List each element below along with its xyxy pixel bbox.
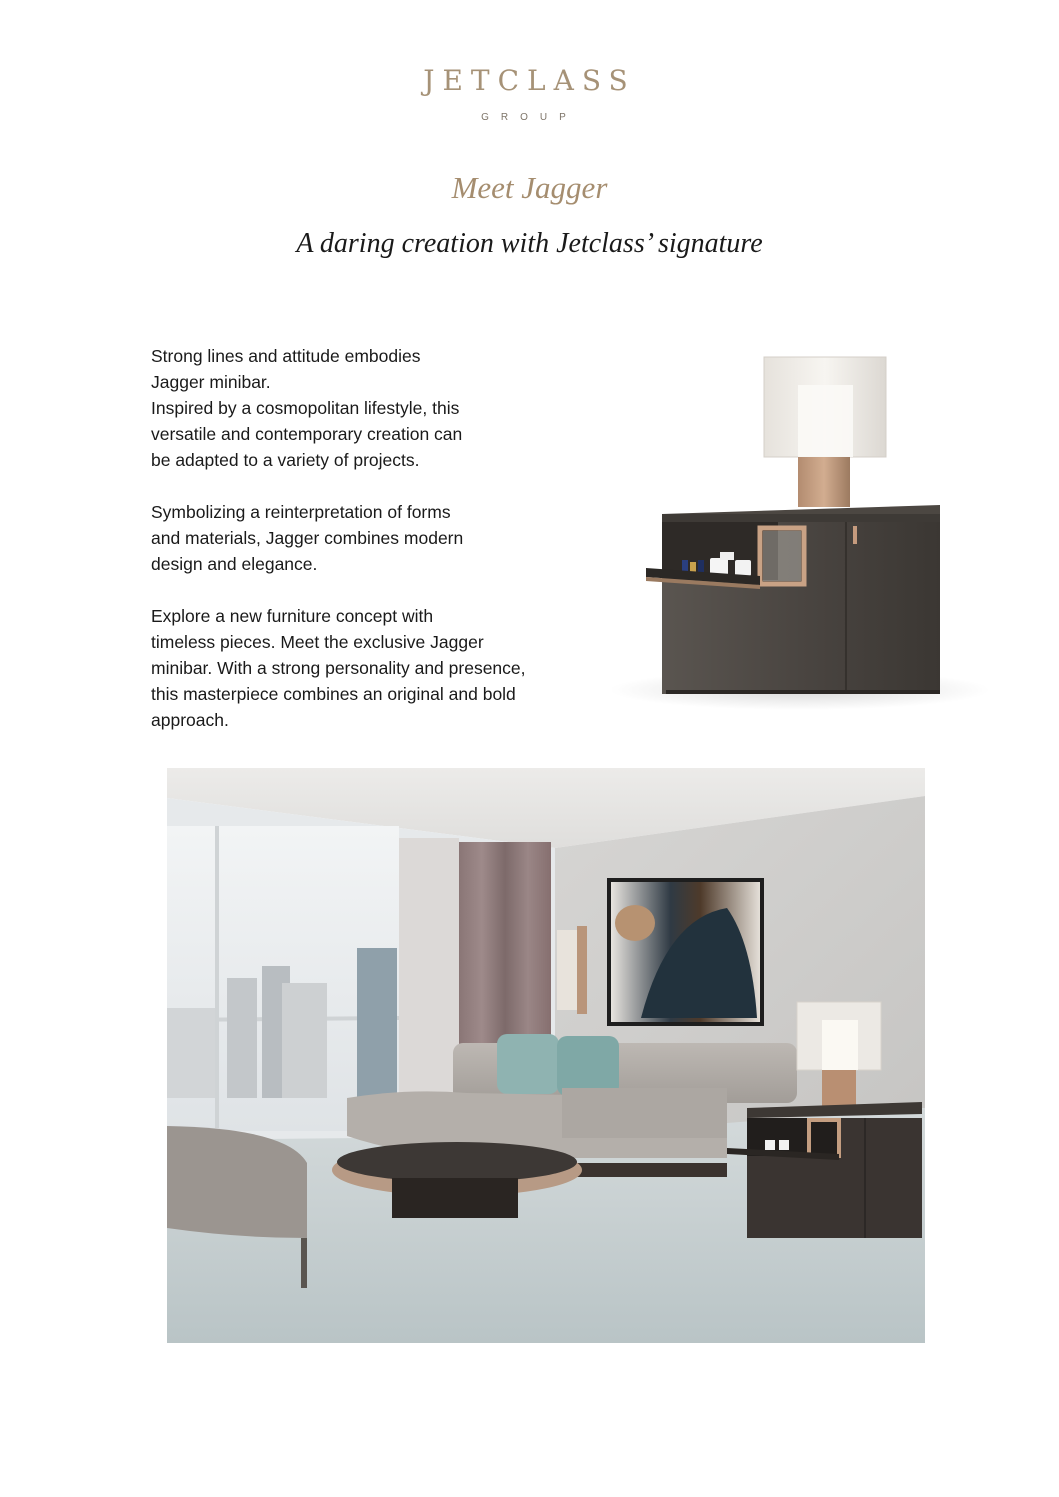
paragraph-intro: Strong lines and attitude embodies Jagger minibar. Inspired by a cosmopolitan lifestyle, this versatile and contemporary creation can be adapted to a variety of projects.: [151, 346, 463, 470]
paragraph-explore: Explore a new furniture concept with timeless pieces. Meet the exclusive Jagger minibar. With a strong personality and presence, this masterpiece combines an original and bold approach.: [151, 606, 526, 730]
page-subtitle: A daring creation with Jetclass’ signature: [296, 228, 763, 259]
brand-logo-group: GROUP: [481, 112, 578, 123]
room-interior-image: [167, 768, 925, 1343]
brand-logo-wordmark: JETCLASS: [423, 64, 636, 97]
page-title: Meet Jagger: [451, 170, 608, 205]
paragraph-forms: Symbolizing a reinterpretation of forms and materials, Jagger combines modern design and elegance.: [151, 502, 464, 574]
product-image-minibar: [600, 300, 990, 720]
description-text: [151, 343, 581, 759]
